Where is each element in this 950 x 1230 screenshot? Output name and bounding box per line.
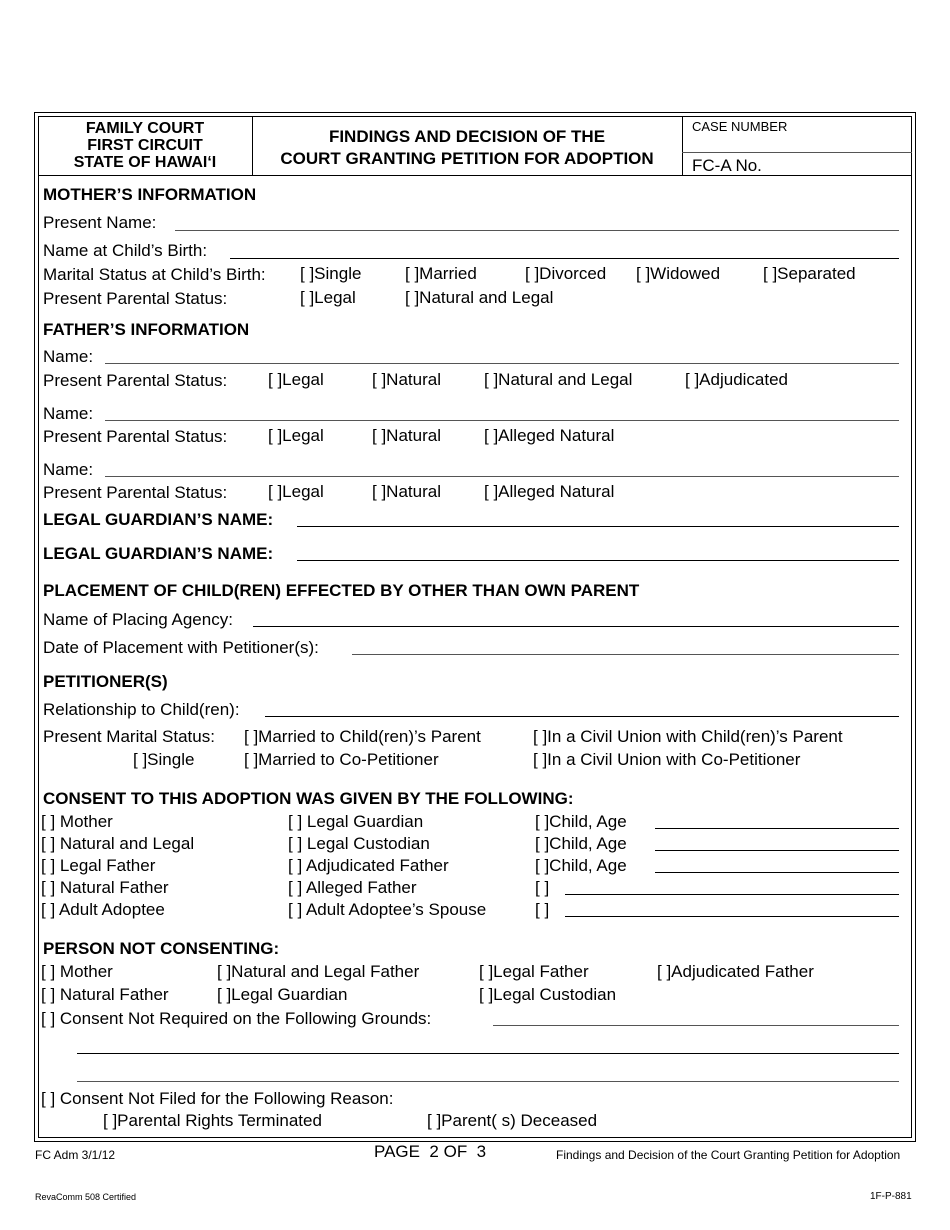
court-line-2: FIRST CIRCUIT [87,137,203,154]
court-name-block [40,120,250,171]
petitioner-marital-label: Present Marital Status: [43,727,215,746]
petitioner-civil-parent[interactable]: [ ]In a Civil Union with Child(ren)’s Parent [533,727,843,746]
petitioner-married-co[interactable]: [ ]Married to Co-Petitioner [244,750,439,769]
father3-name-field[interactable] [105,476,899,477]
child-age-3-field[interactable] [655,872,899,873]
father2-name-field[interactable] [105,420,899,421]
checkbox[interactable]: [ ] [657,962,672,981]
footer-form-code: 1F-P-881 [870,1191,912,1202]
checkbox[interactable]: [ ] [535,812,550,831]
checkbox[interactable]: [ ] [535,900,550,919]
nc-mother[interactable]: [ ] Mother [41,962,113,981]
mother-birth-name-label: Name at Child’s Birth: [43,241,208,260]
mother-marital-widowed[interactable]: [ ]Widowed [636,264,721,283]
relationship-field[interactable] [265,716,899,717]
consent-mother[interactable]: [ ] Mother [41,812,113,831]
checkbox[interactable]: [ ] [268,426,283,445]
checkbox[interactable]: [ ] [484,426,499,445]
checkbox[interactable]: [ ] [288,812,303,831]
checkbox[interactable]: [ ] [268,370,283,389]
header-col-divider-1 [252,116,253,175]
consent-adoptee-spouse[interactable]: [ ] Adult Adoptee’s Spouse [288,900,487,919]
checkbox[interactable]: [ ] [288,856,303,875]
form-title-block [254,126,680,170]
not-required-grounds-field-2[interactable] [77,1053,899,1054]
checkbox[interactable]: [ ] [533,727,548,746]
mother-heading: MOTHER’S INFORMATION [43,185,257,204]
placement-heading: PLACEMENT OF CHILD(REN) EFFECTED BY OTHER THAN OWN PARENT [43,581,640,600]
footer-form-id: FC Adm 3/1/12 [35,1148,116,1162]
checkbox[interactable]: [ ] [217,962,232,981]
checkbox[interactable]: [ ] [535,834,550,853]
checkbox[interactable]: [ ] [405,264,420,283]
checkbox[interactable]: [ ] [484,370,499,389]
mother-marital-single[interactable]: [ ]Single [300,264,362,283]
placement-date-label: Date of Placement with Petitioner(s): [43,638,319,657]
court-line-3: STATE OF HAWAI‘I [73,154,217,171]
header-divider [38,175,912,176]
guardian2-name-field[interactable] [297,560,899,561]
checkbox[interactable]: [ ] [41,856,56,875]
checkbox[interactable]: [ ] [685,370,700,389]
checkbox[interactable]: [ ] [133,750,148,769]
child-age-2-field[interactable] [655,850,899,851]
header-col-divider-2 [682,116,683,175]
child-age-1-field[interactable] [655,828,899,829]
court-line-1: FAMILY COURT [85,120,205,137]
form-title-line-2: COURT GRANTING PETITION FOR ADOPTION [280,149,654,168]
consent-other-2-field[interactable] [565,916,899,917]
checkbox[interactable]: [ ] [288,834,303,853]
guardian1-name-field[interactable] [297,526,899,527]
placing-agency-field[interactable] [253,626,899,627]
petitioner-heading: PETITIONER(S) [43,672,168,691]
not-consenting-heading: PERSON NOT CONSENTING: [43,939,280,958]
case-number-label: CASE NUMBER [692,119,788,134]
consent-legal-guardian[interactable]: [ ] Legal Guardian [288,812,424,831]
consent-other-1-field[interactable] [565,894,899,895]
not-required-grounds-field-1[interactable] [493,1025,899,1026]
checkbox[interactable]: [ ] [479,985,494,1004]
not-required-grounds-field-3[interactable] [77,1081,899,1082]
consent-adult-adoptee[interactable]: [ ] Adult Adoptee [41,900,165,919]
father2-parental-label: Present Parental Status: [43,427,228,446]
father1-name-field[interactable] [105,363,899,364]
consent-child-age-3[interactable]: [ ]Child, Age [535,856,627,875]
checkbox[interactable]: [ ] [300,264,315,283]
mother-parental-label: Present Parental Status: [43,289,228,308]
checkbox[interactable]: [ ] [268,482,283,501]
checkbox[interactable]: [ ] [41,812,56,831]
petitioner-single[interactable]: [ ]Single [133,750,195,769]
checkbox[interactable]: [ ] [533,750,548,769]
father3-natural[interactable]: [ ]Natural [372,482,441,501]
nc-parent-deceased[interactable]: [ ]Parent( s) Deceased [427,1111,598,1130]
checkbox[interactable]: [ ] [41,962,56,981]
consent-other-2[interactable] [535,900,549,920]
checkbox[interactable]: [ ] [41,878,56,897]
mother-parental-legal[interactable]: [ ]Legal [300,288,356,307]
checkbox[interactable]: [ ] [103,1111,118,1130]
mother-marital-label: Marital Status at Child’s Birth: [43,265,266,284]
checkbox[interactable]: [ ] [244,750,259,769]
checkbox[interactable]: [ ] [405,288,420,307]
checkbox[interactable]: [ ] [372,426,387,445]
father3-name-label: Name: [43,460,94,479]
father1-legal[interactable]: [ ]Legal [268,370,324,389]
checkbox[interactable]: [ ] [479,962,494,981]
mother-parental-natural-legal[interactable]: [ ]Natural and Legal [405,288,554,307]
father1-natural-legal[interactable]: [ ]Natural and Legal [484,370,633,389]
placement-date-field[interactable] [352,654,899,655]
nc-rights-terminated[interactable]: [ ]Parental Rights Terminated [103,1111,322,1130]
father3-alleged-natural[interactable]: [ ]Alleged Natural [484,482,615,501]
checkbox[interactable]: [ ] [763,264,778,283]
father1-parental-label: Present Parental Status: [43,371,228,390]
case-number-prefix: FC-A No. [692,156,762,175]
consent-child-age-1[interactable]: [ ]Child, Age [535,812,627,831]
consent-alleged-father[interactable]: [ ] Alleged Father [288,878,417,897]
checkbox[interactable]: [ ] [636,264,651,283]
nc-natural-legal-father[interactable]: [ ]Natural and Legal Father [217,962,420,981]
consent-legal-custodian[interactable]: [ ] Legal Custodian [288,834,430,853]
consent-legal-father[interactable]: [ ] Legal Father [41,856,156,875]
father-heading: FATHER’S INFORMATION [43,320,250,339]
nc-not-filed[interactable]: [ ] Consent Not Filed for the Following Reason: [41,1089,394,1108]
guardian1-label: LEGAL GUARDIAN’S NAME: [43,510,274,529]
mother-present-name-label: Present Name: [43,213,157,232]
mother-marital-divorced[interactable]: [ ]Divorced [525,264,607,283]
father2-name-label: Name: [43,404,94,423]
consent-natural-legal[interactable]: [ ] Natural and Legal [41,834,195,853]
father1-name-label: Name: [43,347,94,366]
nc-natural-father[interactable]: [ ] Natural Father [41,985,169,1004]
checkbox[interactable]: [ ] [484,482,499,501]
mother-marital-married[interactable]: [ ]Married [405,264,477,283]
consent-heading: CONSENT TO THIS ADOPTION WAS GIVEN BY THE FOLLOWING: [43,789,574,808]
guardian2-label: LEGAL GUARDIAN’S NAME: [43,544,274,563]
checkbox[interactable]: [ ] [41,1089,56,1108]
checkbox[interactable]: [ ] [41,985,56,1004]
consent-adjudicated-father[interactable]: [ ] Adjudicated Father [288,856,449,875]
nc-adjudicated-father[interactable]: [ ]Adjudicated Father [657,962,814,981]
checkbox[interactable]: [ ] [41,900,56,919]
checkbox[interactable]: [ ] [525,264,540,283]
relationship-label: Relationship to Child(ren): [43,700,240,719]
father3-legal[interactable]: [ ]Legal [268,482,324,501]
checkbox[interactable]: [ ] [288,900,303,919]
case-number-underline [682,152,912,153]
consent-other-1[interactable] [535,878,549,898]
checkbox[interactable]: [ ] [244,727,259,746]
father3-parental-label: Present Parental Status: [43,483,228,502]
footer-form-title: Findings and Decision of the Court Granting Petition for Adoption [556,1148,901,1162]
placing-agency-label: Name of Placing Agency: [43,610,233,629]
form-title-line-1: FINDINGS AND DECISION OF THE [328,127,606,146]
petitioner-married-parent[interactable]: [ ]Married to Child(ren)’s Parent [244,727,481,746]
father1-adjudicated[interactable]: [ ]Adjudicated [685,370,789,389]
consent-natural-father[interactable]: [ ] Natural Father [41,878,169,897]
checkbox[interactable]: [ ] [535,878,550,897]
mother-marital-separated[interactable]: [ ]Separated [763,264,856,283]
mother-birth-name-field[interactable] [230,258,899,259]
footer-certified: RevaComm 508 Certified [35,1192,137,1202]
checkbox[interactable]: [ ] [41,834,56,853]
checkbox[interactable]: [ ] [535,856,550,875]
checkbox[interactable]: [ ] [41,1009,56,1028]
checkbox[interactable]: [ ] [288,878,303,897]
father2-legal[interactable]: [ ]Legal [268,426,324,445]
nc-legal-custodian[interactable]: [ ]Legal Custodian [479,985,617,1004]
petitioner-civil-co[interactable]: [ ]In a Civil Union with Co-Petitioner [533,750,801,769]
father1-natural[interactable]: [ ]Natural [372,370,441,389]
nc-not-required[interactable]: [ ] Consent Not Required on the Following Grounds: [41,1009,432,1028]
checkbox[interactable]: [ ] [372,370,387,389]
father2-natural[interactable]: [ ]Natural [372,426,441,445]
consent-child-age-2[interactable]: [ ]Child, Age [535,834,627,853]
father2-alleged-natural[interactable]: [ ]Alleged Natural [484,426,615,445]
mother-present-name-field[interactable] [175,230,899,231]
nc-legal-father[interactable]: [ ]Legal Father [479,962,589,981]
checkbox[interactable]: [ ] [427,1111,442,1130]
footer-page-number: PAGE 2 OF 3 [374,1142,487,1161]
nc-legal-guardian[interactable]: [ ]Legal Guardian [217,985,348,1004]
checkbox[interactable]: [ ] [372,482,387,501]
checkbox[interactable]: [ ] [300,288,315,307]
checkbox[interactable]: [ ] [217,985,232,1004]
